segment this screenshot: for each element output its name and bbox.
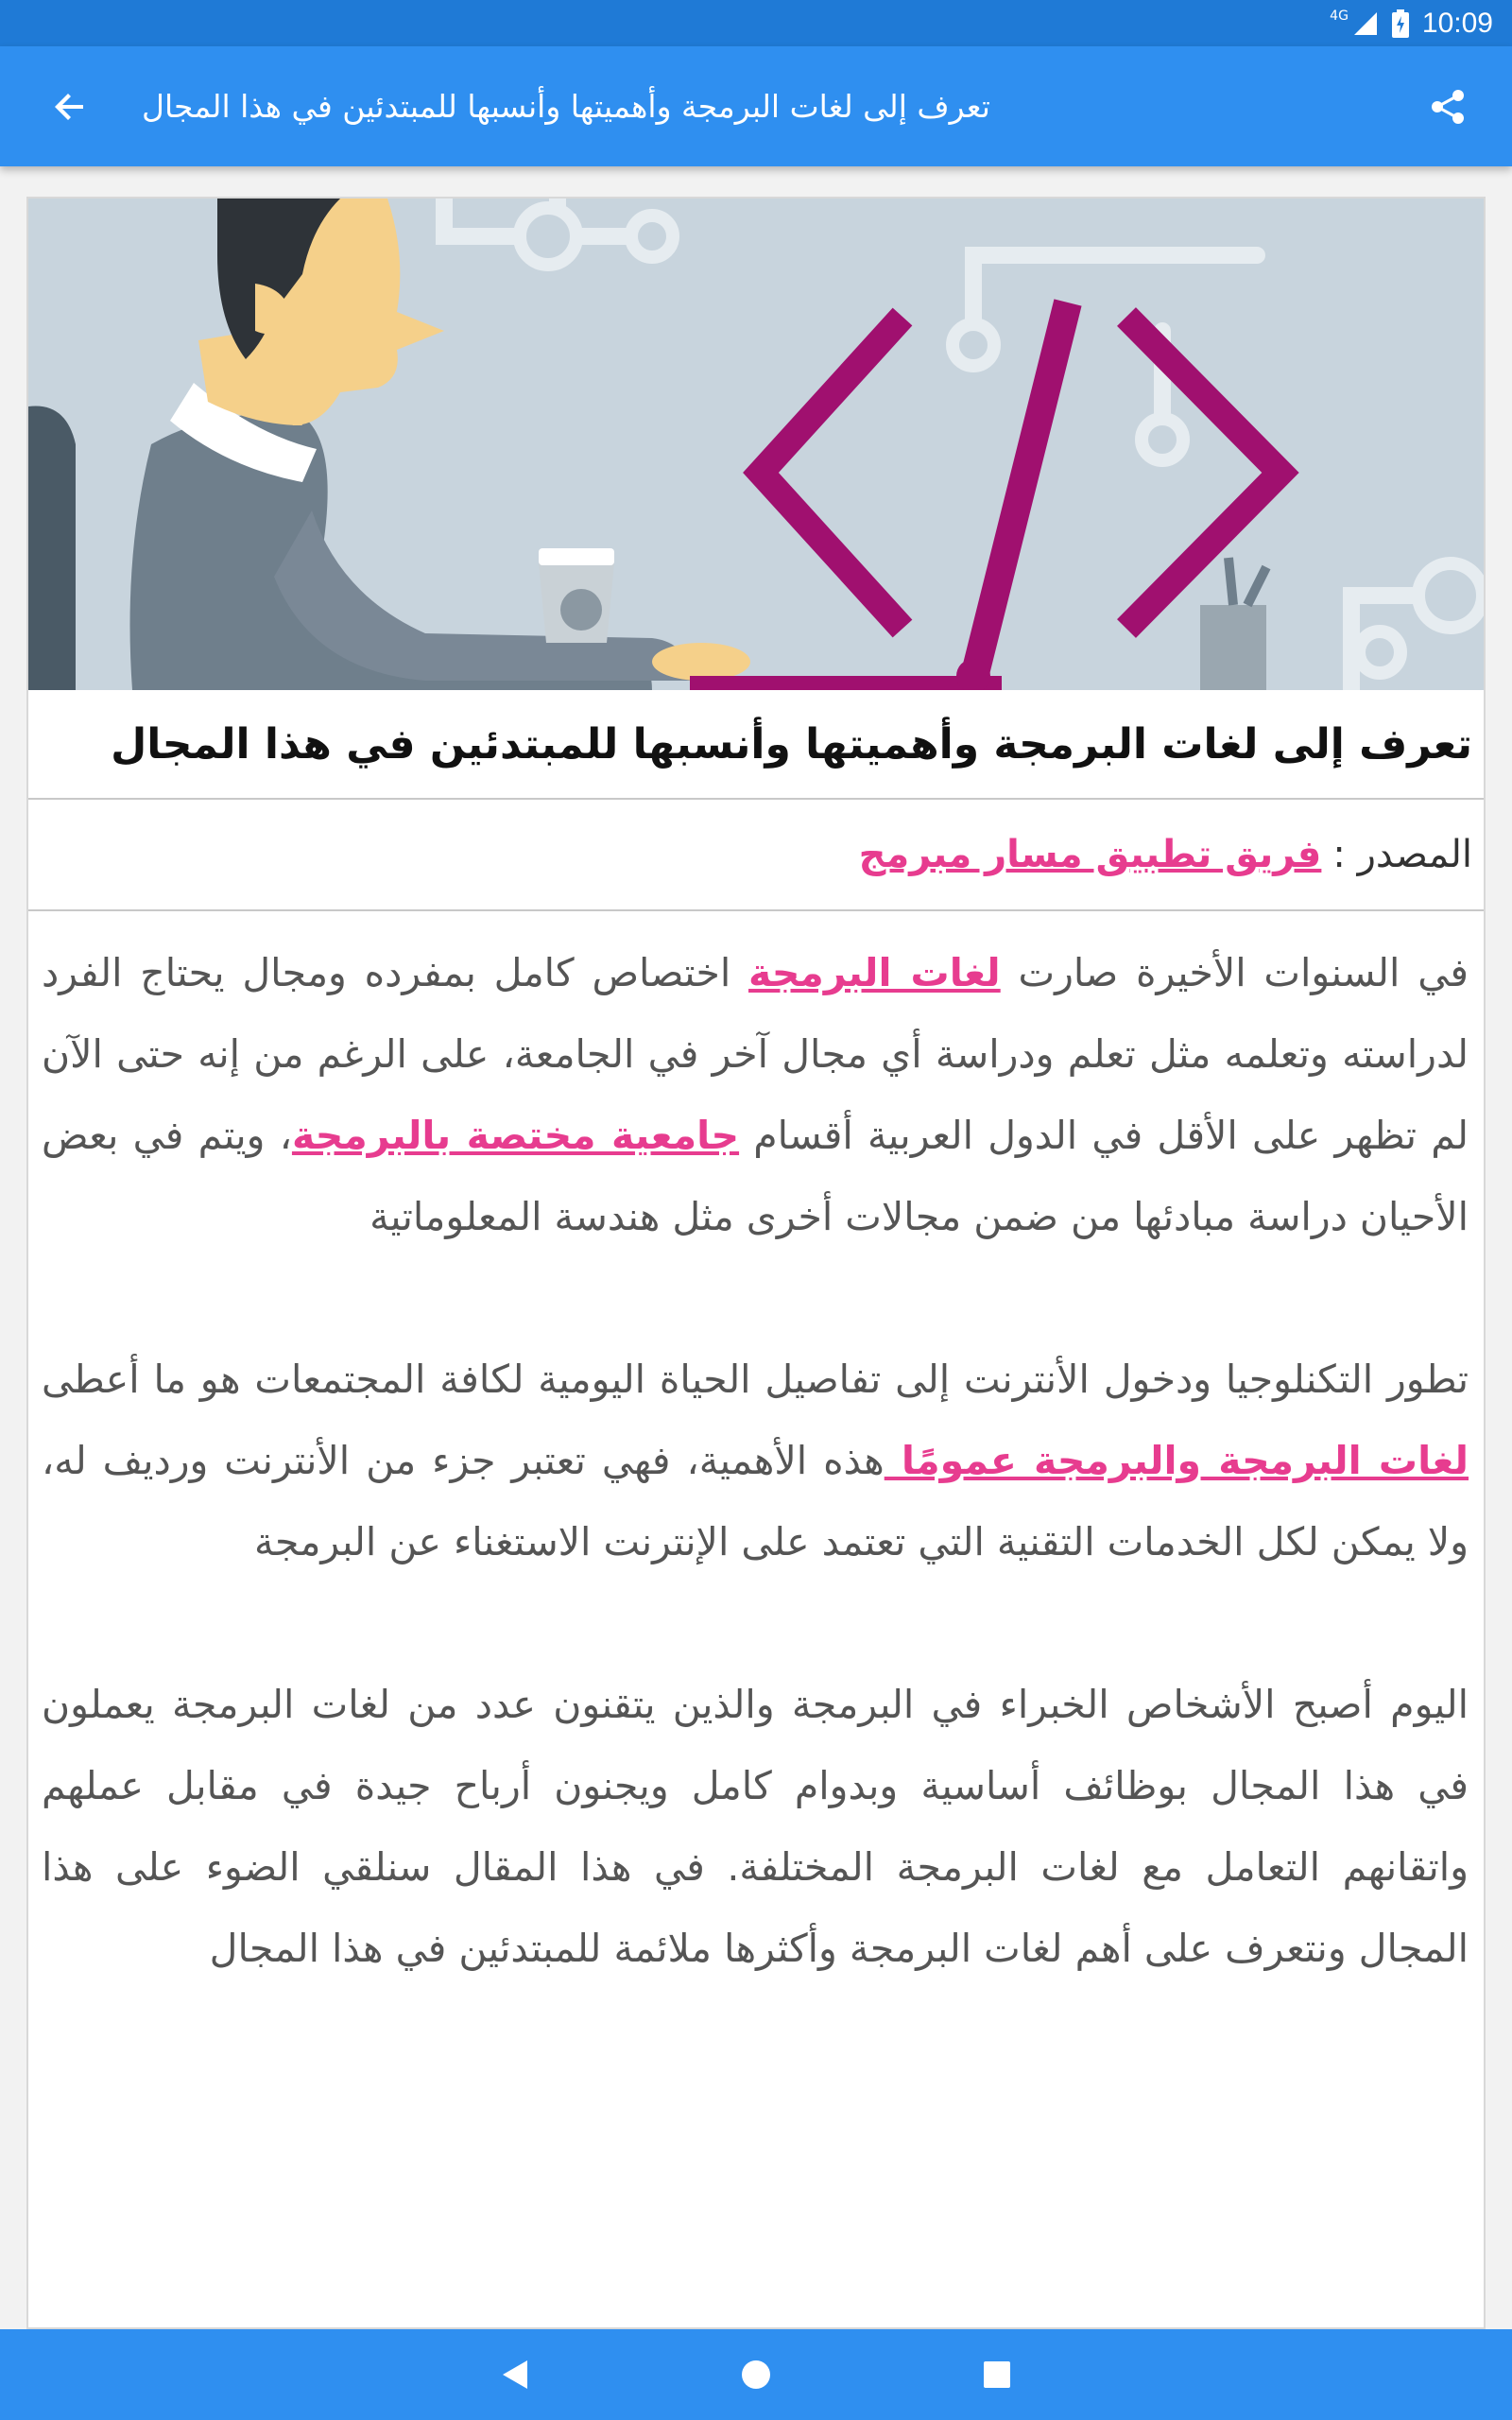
source-label: المصدر : xyxy=(1332,833,1472,876)
article-title: تعرف إلى لغات البرمجة وأهميتها وأنسبها للمبتدئين في هذا المجال xyxy=(28,690,1486,800)
paragraph-1-text-c: ، ويتم في بعض الأحيان دراسة مبادئها من ضمن مجالات أخرى مثل هندسة المعلوماتية xyxy=(42,1113,1469,1239)
programmer-illustration xyxy=(28,199,1486,690)
share-button[interactable] xyxy=(1418,77,1478,137)
network-type: 4G xyxy=(1330,8,1349,24)
source-link[interactable]: فريق تطبيق مسار مبرمج xyxy=(858,833,1322,876)
navigation-bar xyxy=(0,2329,1512,2420)
article-body xyxy=(42,932,1469,2070)
university-departments-link[interactable]: جامعية مختصة بالبرمجة xyxy=(291,1113,740,1158)
back-button[interactable] xyxy=(40,77,100,137)
nav-back-button[interactable] xyxy=(487,2346,543,2403)
article-card xyxy=(26,197,1486,2329)
signal-icon xyxy=(1352,10,1379,37)
status-icons xyxy=(1330,0,1493,46)
nav-back-icon xyxy=(501,2359,529,2391)
nav-home-button[interactable] xyxy=(728,2346,784,2403)
share-icon xyxy=(1429,88,1467,126)
clock: 10:09 xyxy=(1421,7,1493,39)
paragraph-3: اليوم أصبح الأشخاص الخبراء في البرمجة والذين يتقنون عدد من لغات البرمجة يعملون في هذا المجال بوظائف أساسية وبدوام كامل ويجنون أرباح جيدة في مقابل عملهم واتقانهم التعامل مع لغات البرمجة المختلفة. في هذا المقال سنلقي الضوء على هذا المجال ونتعرف على أهم لغات البرمجة وأكثرها ملائمة للمبتدئين في هذا المجال xyxy=(42,1682,1469,1971)
paragraph-1-text-a: في السنوات الأخيرة صارت xyxy=(1000,950,1469,995)
source-row xyxy=(28,800,1486,911)
nav-recents-button[interactable] xyxy=(969,2346,1025,2403)
battery-icon xyxy=(1392,9,1409,38)
nav-recents-icon xyxy=(983,2360,1011,2389)
app-bar xyxy=(0,46,1512,166)
paragraph-2-text-b: هذه الأهمية، فهي تعتبر جزء من الأنترنت ورديف له، ولا يمكن لكل الخدمات التقنية التي تعتمد على الإنترنت الاستغناء عن البرمجة xyxy=(42,1438,1469,1564)
paragraph-1 xyxy=(42,932,1469,1257)
nav-home-icon xyxy=(740,2359,772,2391)
article-hero-image xyxy=(28,199,1486,690)
status-bar xyxy=(0,0,1512,46)
programming-languages-link[interactable]: لغات البرمجة xyxy=(748,950,1001,995)
app-bar-title: تعرف إلى لغات البرمجة وأهميتها وأنسبها للمبتدئين في هذا المجال xyxy=(142,88,990,125)
paragraph-1-text-b: اختصاص كامل بمفرده ومجال يحتاج الفرد لدراسته وتعلمه مثل تعلم ودراسة أي مجال آخر في الجامعة، على الرغم من إنه حتى الآن لم تظهر على الأقل في الدول العربية أقسام xyxy=(42,950,1469,1158)
paragraph-2-text-a: تطور التكنلوجيا ودخول الأنترنت إلى تفاصيل الحياة اليومية لكافة المجتمعات هو ما أعطى xyxy=(42,1357,1469,1402)
programming-general-link[interactable]: لغات البرمجة والبرمجة عمومًا xyxy=(884,1438,1469,1483)
arrow-left-icon xyxy=(51,88,89,126)
paragraph-2 xyxy=(42,1339,1469,1582)
